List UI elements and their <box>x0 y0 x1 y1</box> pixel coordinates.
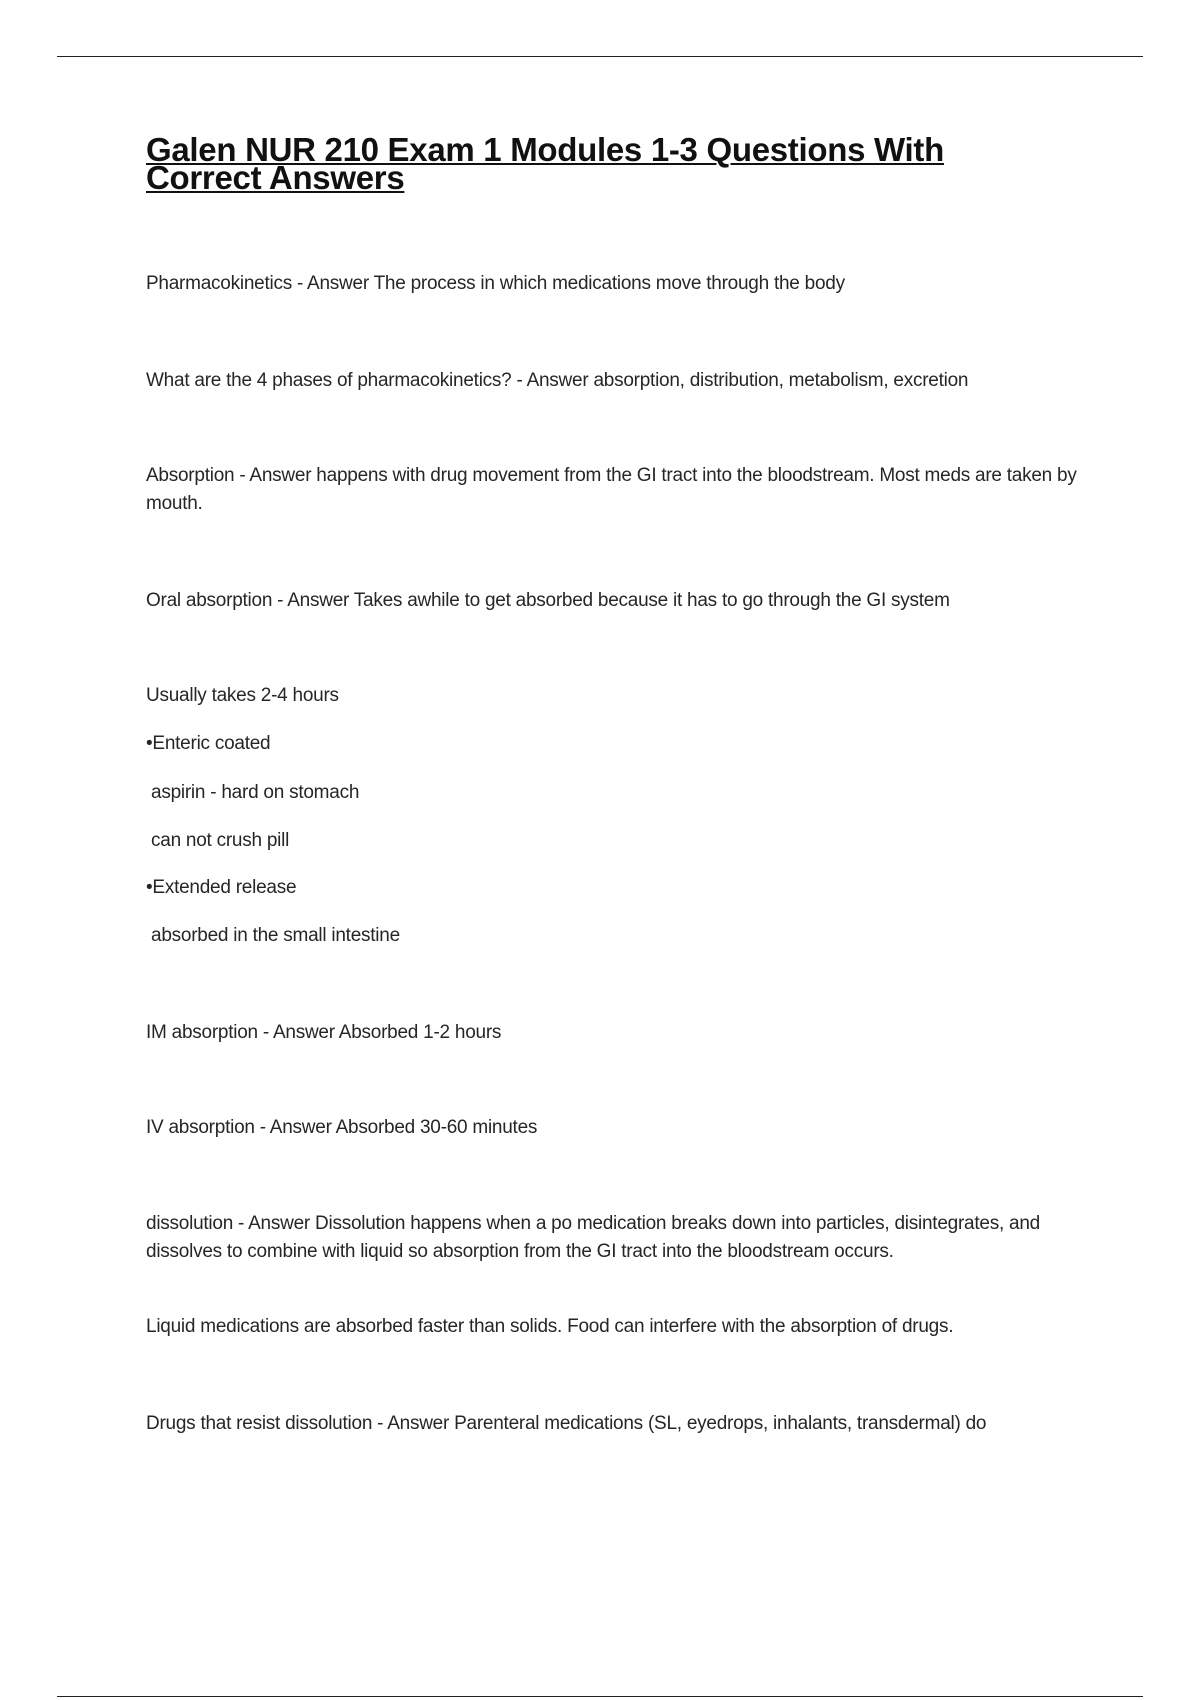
top-rule <box>57 56 1143 57</box>
paragraph-pharmacokinetics: Pharmacokinetics - Answer The process in which medications move through the body <box>146 273 845 294</box>
paragraph-iv-absorption: IV absorption - Answer Absorbed 30-60 minutes <box>146 1117 538 1138</box>
paragraph-four-phases: What are the 4 phases of pharmacokinetics? - Answer absorption, distribution, metabolism, excretion <box>146 370 969 391</box>
paragraph-resist-dissolution: Drugs that resist dissolution - Answer Parenteral medications (SL, eyedrops, inhalants, transdermal) do <box>146 1413 987 1434</box>
paragraph-absorption: Absorption - Answer happens with drug movement from the GI tract into the bloodstream. Most meds are taken by mouth. <box>146 465 1077 514</box>
text-aspirin: aspirin - hard on stomach <box>151 782 360 803</box>
paragraph-dissolution: dissolution - Answer Dissolution happens when a po medication breaks down into particles, disintegrates, and dissolves to combine with liquid so absorption from the GI tract into the bloodstream occurs. <box>146 1213 1040 1262</box>
paragraph-im-absorption: IM absorption - Answer Absorbed 1-2 hours <box>146 1022 502 1043</box>
paragraph-oral-absorption: Oral absorption - Answer Takes awhile to get absorbed because it has to go through the GI system <box>146 590 950 611</box>
bullet-extended-release: •Extended release <box>146 877 297 898</box>
text-usually-takes: Usually takes 2-4 hours <box>146 685 339 706</box>
text-liquid-medications: Liquid medications are absorbed faster than solids. Food can interfere with the absorption of drugs. <box>146 1316 954 1337</box>
bottom-rule <box>57 1696 1143 1697</box>
bullet-enteric-coated: •Enteric coated <box>146 733 271 754</box>
text-can-not-crush: can not crush pill <box>151 830 290 851</box>
document-title: Galen NUR 210 Exam 1 Modules 1-3 Questions With Correct Answers <box>146 131 944 196</box>
text-small-intestine: absorbed in the small intestine <box>151 925 400 946</box>
